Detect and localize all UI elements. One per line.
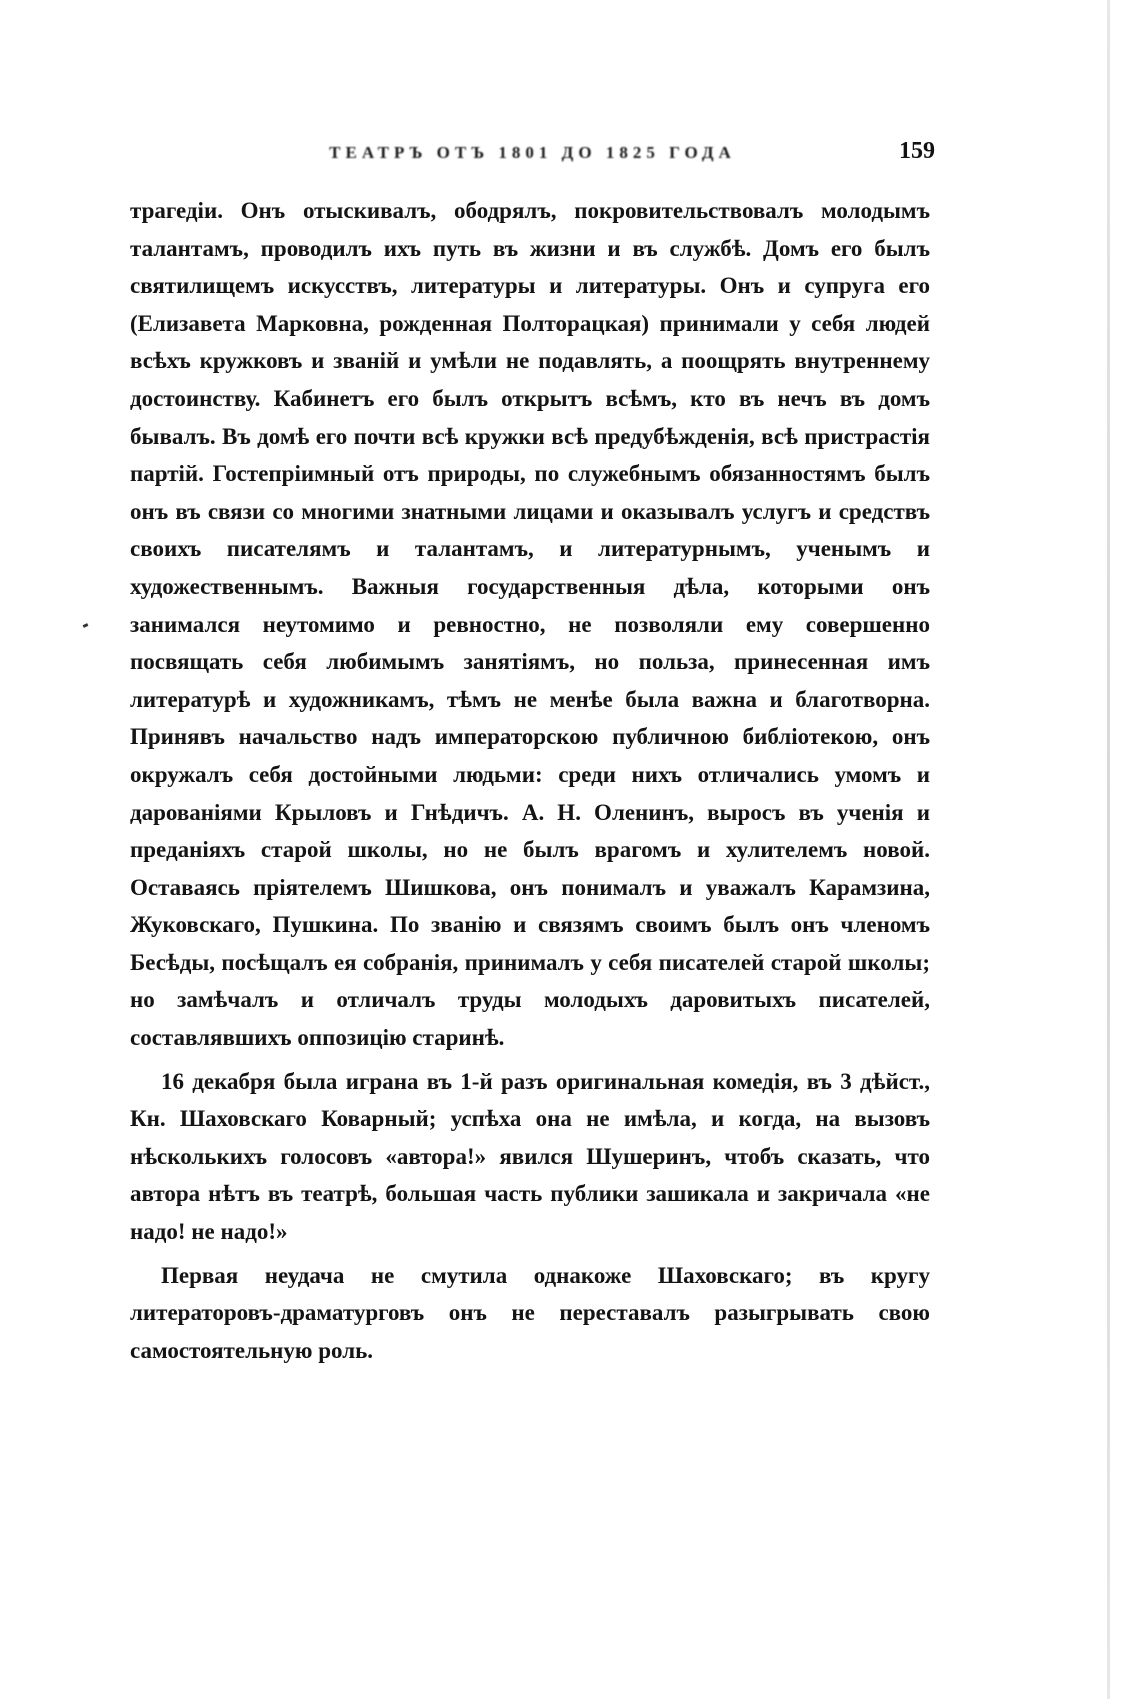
body-text — [130, 192, 930, 1369]
page-number: 159 — [899, 138, 935, 164]
paragraph-1: трагедіи. Онъ отыскивалъ, ободрялъ, покровительствовалъ молодымъ талантамъ, проводилъ ихъ путь въ жизни и въ службѣ. Домъ его былъ святилищемъ искусствъ, литературы и литературы. Онъ и супруга его (Елизавета Марковна, рожденная Полторацкая) принимали у себя людей всѣхъ кружковъ и званій и умѣли не подавлять, а поощрять внутреннему достоинству. Кабинетъ его былъ открытъ всѣмъ, кто въ нечъ въ домъ бывалъ. Въ домѣ его почти всѣ кружки всѣ предубѣжденія, всѣ пристрастія партій. Гостепріимный отъ природы, по служебнымъ обязанностямъ былъ онъ въ связи со многими знатными лицами и оказывалъ услугъ и средствъ своихъ писателямъ и талантамъ, и литературнымъ, ученымъ и художественнымъ. Важныя государственныя дѣла, которыми онъ занимался неутомимо и ревностно, не позволяли ему совершенно посвящать себя любимымъ занятіямъ, но польза, принесенная имъ литературѣ и художникамъ, тѣмъ не менѣе была важна и благотворна. Принявъ начальство надъ императорскою публичною библіотекою, онъ окружалъ себя достойными людьми: среди нихъ отличались умомъ и дарованіями Крыловъ и Гнѣдичъ. А. Н. Оленинъ, выросъ въ ученія и преданіяхъ старой школы, но не былъ врагомъ и хулителемъ новой. Оставаясь пріятелемъ Шишкова, онъ понималъ и уважалъ Карамзина, Жуковскаго, Пушкина. По званію и связямъ своимъ былъ онъ членомъ Бесѣды, посѣщалъ ея собранія, принималъ у себя писателей старой школы; но замѣчалъ и отличалъ труды молодыхъ даровитыхъ писателей, составлявшихъ оппозицію старинѣ. — [130, 198, 930, 1051]
page-edge-shadow — [1107, 0, 1110, 1699]
paragraph-3: Первая неудача не смутила однакоже Шаховскаго; въ кругу литераторовъ-драматурговъ онъ не переставалъ разыгрывать свою самостоятельную роль. — [130, 1262, 930, 1363]
paragraph-2: 16 декабря была играна въ 1-й разъ оригинальная комедія, въ 3 дѣйст., Кн. Шаховскаго Коварный; успѣха она не имѣла, и когда, на вызовъ нѣсколькихъ голосовъ «автора!» явился Шушеринъ, чтобъ сказать, что автора нѣтъ въ театрѣ, большая часть публики зашикала и закричала «не надо! не надо!» — [130, 1068, 930, 1245]
running-title: ТЕАТРЪ ОТЪ 1801 ДО 1825 ГОДА — [329, 143, 736, 162]
scan-speck — [83, 623, 89, 628]
running-header — [130, 138, 935, 173]
